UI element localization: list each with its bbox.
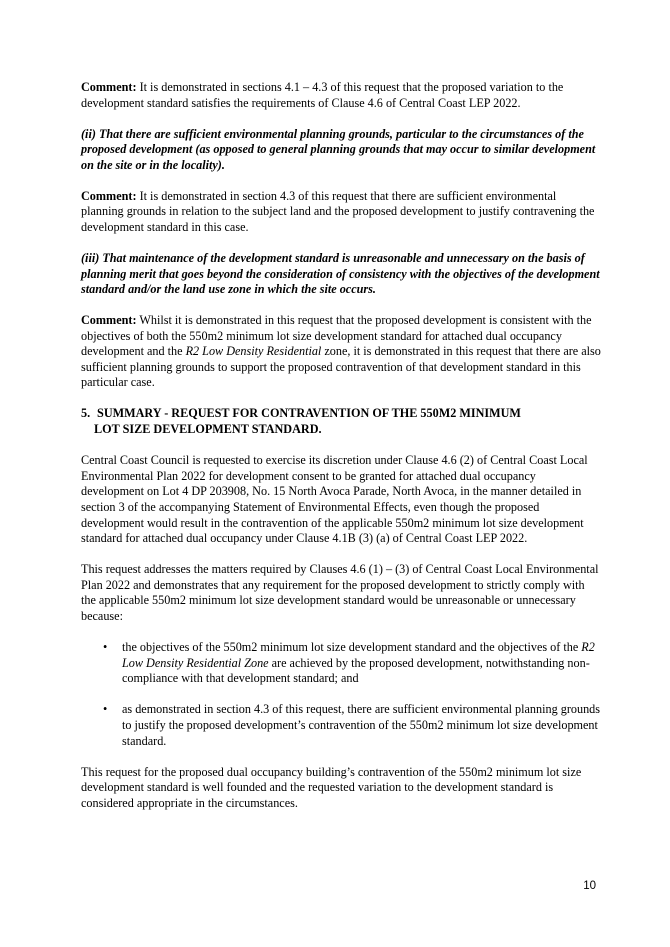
bullet-icon: • <box>103 639 108 654</box>
page-number: 10 <box>583 880 596 892</box>
body-paragraph-1: Central Coast Council is requested to exercise its discretion under Clause 4.6 (2) of Central Coast Local Environmental Plan 2022 for development consent to be granted for attached dual occupancy development on Lot 4 DP 203908, No. 15 North Avoca Parade, North Avoca, in the manner detailed in section 3 of the accompanying Statement of Environmental Effects, even though the proposed development would result in the contravention of the applicable 550m2 minimum lot size development standard for attached dual occupancy under Clause 4.1B (3) (a) of Central Coast LEP 2022. <box>81 453 588 546</box>
comment-label: Comment: <box>81 313 137 328</box>
criterion-ii <box>81 127 601 174</box>
list-item-text: as demonstrated in section 4.3 of this request, there are sufficient environmental planning grounds to justify the proposed development’s contravention of the 550m2 minimum lot size development standard. <box>122 702 601 748</box>
list-item-text-a: the objectives of the 550m2 minimum lot size development standard and the objectives of the <box>122 639 582 654</box>
list-item-text-b: are achieved by the proposed development, notwithstanding non-compliance with that development standard; and <box>122 655 590 686</box>
zone-name-italic: R2 Low Density Residential <box>185 344 322 359</box>
bullet-icon: • <box>103 702 108 717</box>
comment-text-b: zone, it is demonstrated in this request that there are also sufficient planning grounds to support the proposed contravention of that development standard in this particular case. <box>81 344 601 390</box>
comment-label: Comment: <box>81 80 137 94</box>
list-item <box>81 640 601 687</box>
body-paragraph-3: This request for the proposed dual occupancy building’s contravention of the 550m2 minimum lot size development standard is well founded and the requested variation to the development standard is considered appropriate in the circumstances. <box>81 764 582 810</box>
criterion-label: (ii) <box>81 126 96 141</box>
comment-text: It is demonstrated in section 4.3 of this request that there are sufficient environmental planning grounds in relation to the subject land and the proposed development to justify contravening the development standard in this case. <box>81 188 595 234</box>
criterion-text: That maintenance of the development standard is unreasonable and unnecessary on the basis of planning merit that goes beyond the consideration of consistency with the objectives of the development standard and/or the land use zone in which the site occurs. <box>81 250 600 297</box>
criterion-label: (iii) <box>81 250 100 265</box>
zone-name-italic: R2 Low Density Residential Zone <box>122 639 595 670</box>
body-paragraph-2: This request addresses the matters required by Clauses 4.6 (1) – (3) of Central Coast Local Environmental Plan 2022 and demonstrates that any requirement for the proposed development to strictly comply with the applicable 550m2 minimum lot size development standard would be unreasonable or unnecessary because: <box>81 562 599 623</box>
comment-paragraph-3 <box>81 313 601 391</box>
heading-line-2: LOT SIZE DEVELOPMENT STANDARD. <box>94 422 322 437</box>
criterion-text: That there are sufficient environmental planning grounds, particular to the circumstances of the proposed development (as opposed to general planning grounds that may occur to similar development on the site or in the locality). <box>81 126 596 172</box>
comment-text-a: Whilst it is demonstrated in this request that the proposed development is consistent with the objectives of both the 550m2 minimum lot size development standard for attached dual occupancy development and the <box>81 313 592 359</box>
section-heading <box>81 406 601 437</box>
section-number: 5. <box>81 406 91 421</box>
bullet-list <box>81 640 601 749</box>
comment-paragraph-1 <box>81 80 601 111</box>
comment-text: It is demonstrated in sections 4.1 – 4.3 of this request that the proposed variation to the development standard satisfies the requirements of Clause 4.6 of Central Coast LEP 2022. <box>81 80 564 110</box>
comment-label: Comment: <box>81 188 137 203</box>
criterion-iii <box>81 251 601 298</box>
comment-paragraph-2 <box>81 189 601 236</box>
heading-line-1: SUMMARY - REQUEST FOR CONTRAVENTION OF THE 550M2 MINIMUM <box>97 406 521 421</box>
list-item <box>81 702 601 749</box>
page-content <box>81 80 601 827</box>
